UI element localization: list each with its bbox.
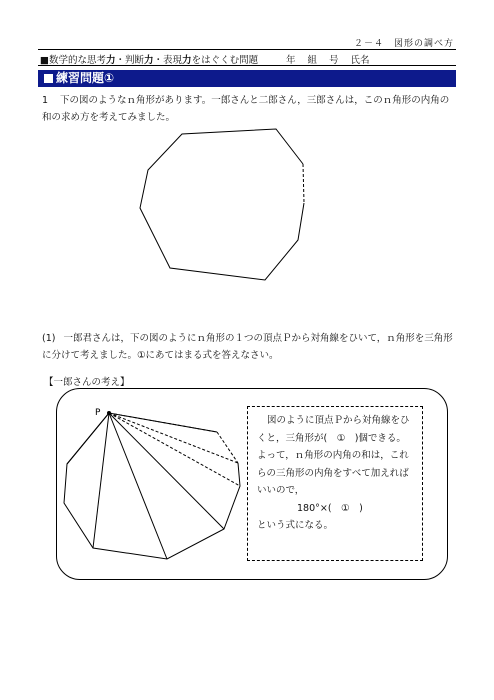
note-line-1: 図のように頂点Ｐから対角線をひ xyxy=(267,415,410,426)
note-formula: 180°×( ① ) xyxy=(297,502,363,514)
note-line-3: よって，ｎ角形の内角の和は，これ xyxy=(257,450,409,461)
exercise-title: 練習問題① xyxy=(56,71,115,85)
section-label: ２－４ 図形の調べ方 xyxy=(353,39,454,49)
vertex-p-label: P xyxy=(95,408,101,418)
title-ryoku-2: 力 xyxy=(144,55,154,66)
explanation-text xyxy=(257,412,419,535)
ngon-dashed-edge xyxy=(303,164,304,203)
field-name: 氏名 xyxy=(350,55,370,66)
note-line-2: くと，三角形が( ① )個できる。 xyxy=(257,432,406,444)
field-class: 組 xyxy=(307,55,318,66)
title-prefix: ■数学的な思考 xyxy=(40,55,106,66)
title-mid-2: ・表現 xyxy=(153,55,183,66)
note-line-4: らの三角形の内角をすべて加えれば xyxy=(257,467,409,479)
field-year: 年 xyxy=(286,55,296,66)
problem-text: 下の図のようなｎ角形があります。一郎さんと二郎さん，三郎さんは，このｎ角形の内角の和の求め方を考えてみました。 xyxy=(42,95,450,123)
note-line-5: いいので， xyxy=(257,485,305,496)
question-1-text: 一郎君さんは，下の図のようにｎ角形の１つの頂点Ｐから対角線をひいて，ｎ角形を三角形に分けて考えました。①にあてはまる式を答えなさい。 xyxy=(42,333,453,361)
title-suffix: をはぐくむ問題 xyxy=(191,55,259,66)
question-1-number: (1) xyxy=(42,333,56,344)
question-1 xyxy=(42,330,454,364)
ichiro-idea-title: 【一郎さんの考え】 xyxy=(44,377,130,388)
title-ryoku-1: 力 xyxy=(105,55,116,66)
field-number: 号 xyxy=(329,55,339,66)
ngon-solid-edges xyxy=(140,129,304,280)
title-ryoku-3: 力 xyxy=(182,55,192,66)
problem-number: 1 xyxy=(42,95,49,106)
note-line-6: という式になる。 xyxy=(257,520,334,531)
title-mid-1: ・判断 xyxy=(115,55,145,66)
